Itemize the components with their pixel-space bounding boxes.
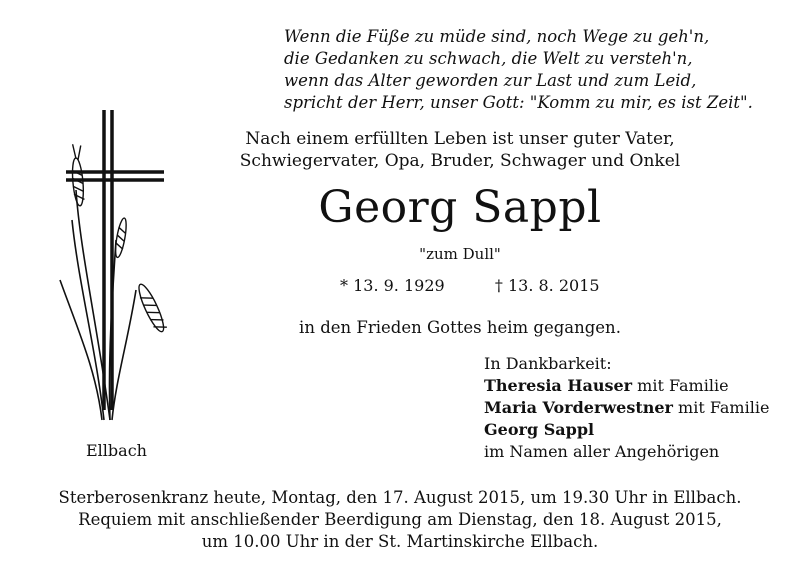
life-dates xyxy=(340,276,600,295)
intro-line-1: Nach einem erfüllten Leben ist unser guter Vater, xyxy=(245,129,675,149)
intro-line-2: Schwiegervater, Opa, Bruder, Schwager und Onkel xyxy=(239,151,681,171)
service-line: Requiem mit anschließender Beerdigung am Dienstag, den 18. August 2015, xyxy=(78,510,722,529)
birth-date: * 13. 9. 1929 xyxy=(340,276,445,295)
service-info xyxy=(0,487,800,553)
deceased-name: Georg Sappl xyxy=(318,182,602,233)
deceased-nickname: "zum Dull" xyxy=(419,245,501,263)
place-name: Ellbach xyxy=(86,441,147,460)
mourner-row xyxy=(484,375,769,397)
service-line: um 10.00 Uhr in der St. Martinskirche Ellbach. xyxy=(201,532,599,551)
mourner-row xyxy=(484,419,769,441)
mourners-block xyxy=(484,353,769,463)
mourner-row xyxy=(484,397,769,419)
mourner-name: Georg Sappl xyxy=(484,420,595,439)
mourners-heading: In Dankbarkeit: xyxy=(484,354,612,373)
mourner-suffix: mit Familie xyxy=(632,376,729,395)
poem-line: Wenn die Füße zu müde sind, noch Wege zu geh'n, xyxy=(284,27,710,46)
mourner-name: Maria Vorderwestner xyxy=(484,398,673,417)
intro-text xyxy=(200,128,720,172)
mourner-name: Theresia Hauser xyxy=(484,376,633,395)
wheat-icon xyxy=(60,190,136,420)
poem-line: die Gedanken zu schwach, die Welt zu versteh'n, xyxy=(284,49,693,68)
poem xyxy=(284,26,753,114)
mourners-closing: im Namen aller Angehörigen xyxy=(484,442,720,461)
poem-line: wenn das Alter geworden zur Last und zum Leid, xyxy=(284,71,697,90)
service-line: Sterberosenkranz heute, Montag, den 17. August 2015, um 19.30 Uhr in Ellbach. xyxy=(58,488,742,507)
poem-line: spricht der Herr, unser Gott: "Komm zu mir, es ist Zeit". xyxy=(284,93,753,112)
death-date: † 13. 8. 2015 xyxy=(494,276,600,295)
passed-text: in den Frieden Gottes heim gegangen. xyxy=(299,318,621,337)
cross-wheat-emblem xyxy=(38,100,178,430)
mourner-suffix: mit Familie xyxy=(672,398,770,417)
